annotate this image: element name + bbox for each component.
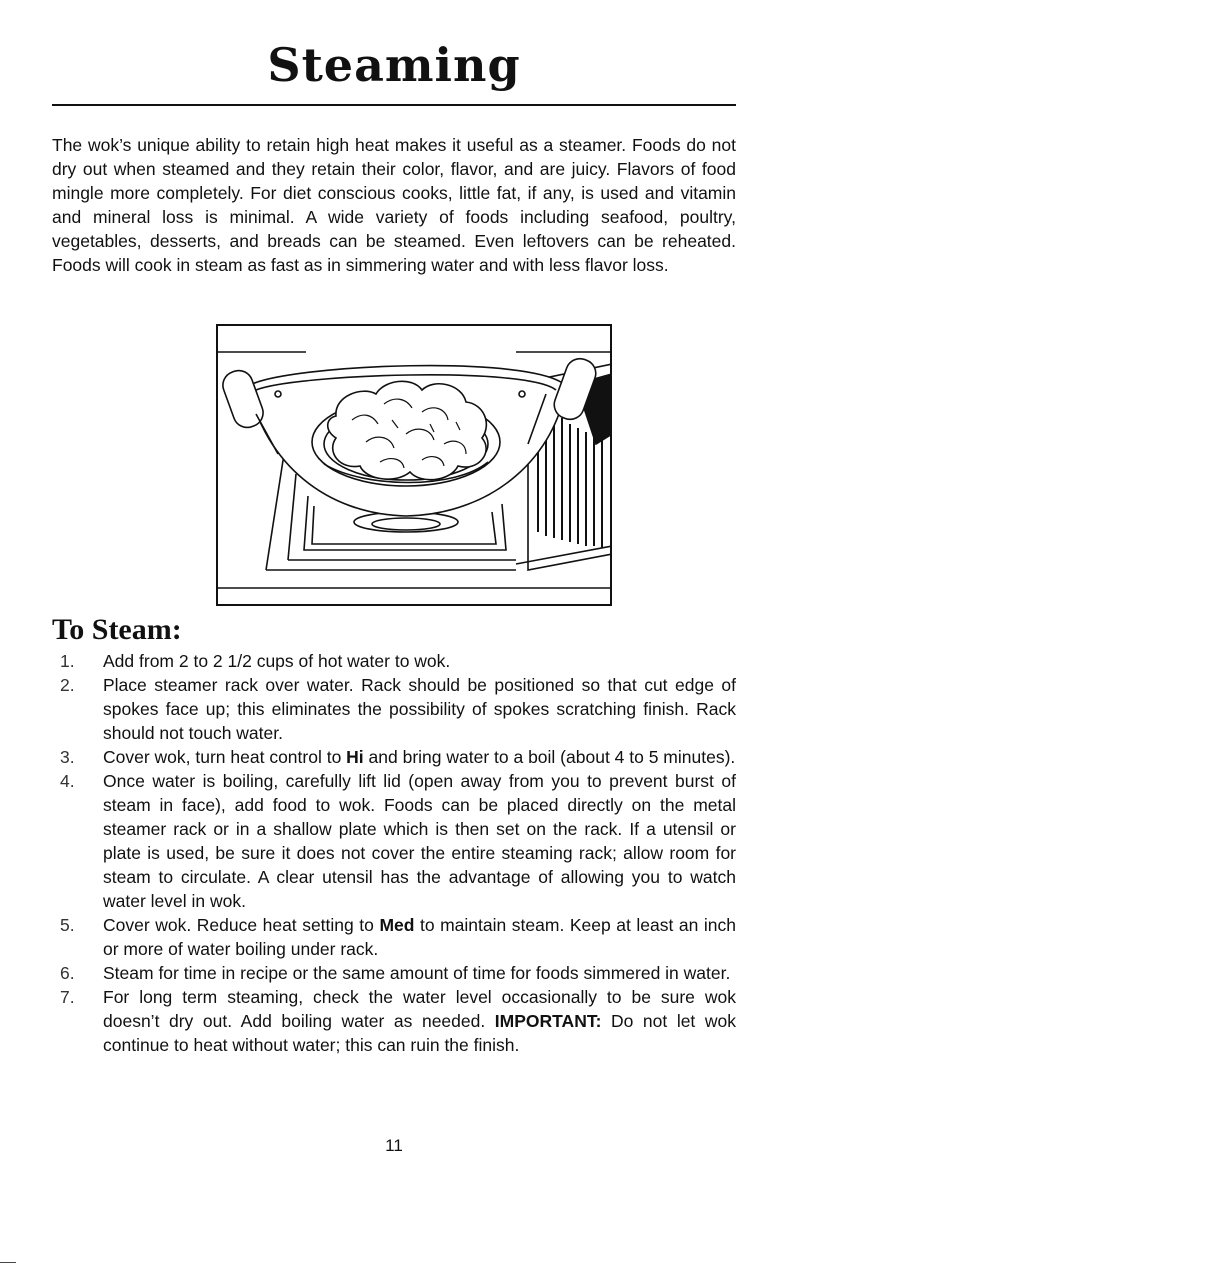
heat-setting-med: Med <box>379 915 415 935</box>
page-number: 11 <box>385 1136 403 1155</box>
list-item <box>52 649 736 673</box>
step-number: 2. <box>60 675 75 695</box>
important-label: IMPORTANT: <box>494 1011 602 1031</box>
list-item <box>52 985 736 1057</box>
wok-steaming-illustration <box>216 324 612 606</box>
step-text-part: Do not let wok continue to heat without water; this can ruin the finish. <box>103 1011 736 1055</box>
step-text: Once water is boiling, carefully lift lid (open away from you to prevent burst of steam in face), add food to wok. Foods can be placed directly on the metal steamer rack or in a shallow plate which is then set on the rack. If a utensil or plate is used, be sure it does not cover the entire steaming rack; allow room for steam to circulate. A clear utensil has the advantage of allowing you to watch water level in wok. <box>103 771 736 911</box>
to-steam-heading: To Steam: <box>52 613 182 646</box>
list-item <box>52 673 736 745</box>
step-number: 3. <box>60 747 75 767</box>
intro-paragraph: The wok’s unique ability to retain high heat makes it useful as a steamer. Foods do not dry out when steamed and they retain their color, flavor, and are juicy. Flavors of food mingle more completely. For diet conscious cooks, little fat, if any, is used and vitamin and mineral loss is minimal. A wide variety of foods including seafood, poultry, vegetables, desserts, and breads can be steamed. Even leftovers can be reheated. Foods will cook in steam as fast as in simmering water and with less flavor loss. <box>52 135 736 275</box>
scan-edge-mark <box>0 1262 16 1263</box>
step-text <box>103 745 736 769</box>
list-item <box>52 745 736 769</box>
step-text: Place steamer rack over water. Rack should be positioned so that cut edge of spokes face up; this eliminates the possibility of spokes scratching finish. Rack should not touch water. <box>103 675 736 743</box>
step-number: 1. <box>60 651 75 671</box>
step-text-part: Cover wok, turn heat control to <box>103 747 347 767</box>
list-item <box>52 961 736 985</box>
list-item <box>52 913 736 961</box>
steam-steps-list <box>52 649 736 1057</box>
step-number: 6. <box>60 963 75 983</box>
step-number: 5. <box>60 915 75 935</box>
step-number: 4. <box>60 771 75 791</box>
step-text-part: Cover wok. Reduce heat setting to <box>103 915 380 935</box>
step-text: Steam for time in recipe or the same amount of time for foods simmered in water. <box>103 963 731 983</box>
step-text-part: and bring water to a boil (about 4 to 5 minutes). <box>363 747 736 767</box>
step-text <box>103 985 736 1057</box>
title-rule <box>52 104 736 106</box>
heat-setting-hi: Hi <box>346 747 364 767</box>
step-text: Add from 2 to 2 1/2 cups of hot water to wok. <box>103 651 451 671</box>
page-title: Steaming <box>267 38 521 92</box>
step-text <box>103 913 736 961</box>
step-number: 7. <box>60 987 75 1007</box>
step-text-part: For long term steaming, check the water level occasionally to be sure wok doesn’t dry out. Add boiling water as needed. <box>103 987 736 1031</box>
step-text-part: to maintain steam. Keep at least an inch or more of water boiling under rack. <box>103 915 737 959</box>
list-item <box>52 769 736 913</box>
